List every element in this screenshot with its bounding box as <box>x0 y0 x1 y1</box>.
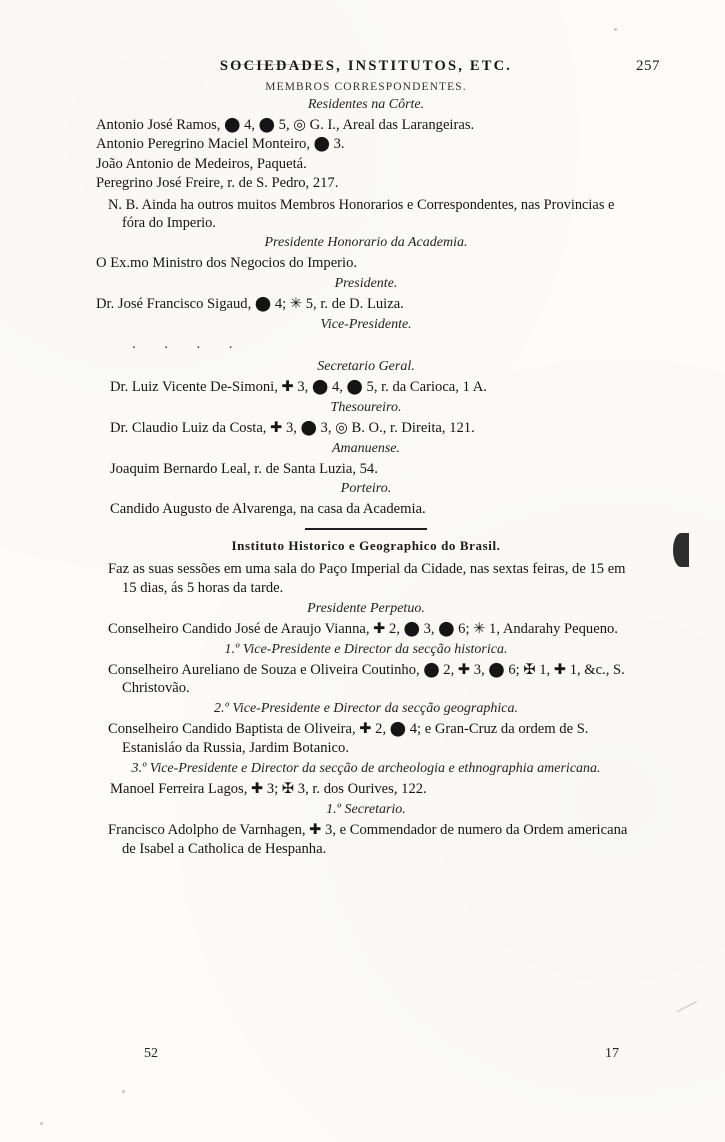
page-number: 257 <box>636 58 660 74</box>
page-header <box>96 58 660 75</box>
institute-title: Instituto Historico e Geographico do Brasil. <box>231 538 501 554</box>
page-footer <box>96 1046 629 1062</box>
clerk-entry: Joaquim Bernardo Leal, r. de Santa Luzia, 54. <box>110 460 378 477</box>
perpetual-president-heading: Presidente Perpetuo. <box>307 600 425 616</box>
section-divider <box>305 528 427 530</box>
second-vice-president-entry: Conselheiro Candido Baptista de Oliveira, ✚ 2, ⬤ 4; e Gran-Cruz da ordem de S. Estanisláo da Russia, Jardim Botanico. <box>108 721 589 757</box>
dot-leaders: . . . . <box>132 335 240 352</box>
signature-mark-left: 52 <box>144 1046 158 1061</box>
president-heading: Presidente. <box>334 276 398 292</box>
president-entry: Dr. José Francisco Sigaud, ⬤ 4; ✳ 5, r. de D. Luiza. <box>96 296 404 313</box>
first-vice-president-entry: Conselheiro Aureliano de Souza e Oliveira Coutinho, ⬤ 2, ✚ 3, ⬤ 6; ✠ 1, ✚ 1, &c., S. Christovão. <box>108 661 625 697</box>
honorary-president-entry: O Ex.mo Ministro dos Negocios do Imperio. <box>96 255 358 272</box>
note-nb: N. B. Ainda ha outros muitos Membros Honorarios e Correspondentes, nas Provincias e fóra do Imperio. <box>108 196 615 232</box>
treasurer-entry: Dr. Claudio Luiz da Costa, ✚ 3, ⬤ 3, ◎ B. O., r. Direita, 121. <box>110 419 475 436</box>
third-vice-president-entry: Manoel Ferreira Lagos, ✚ 3; ✠ 3, r. dos Ourives, 122. <box>110 780 427 797</box>
running-head: SOCIEDADES, INSTITUTOS, ETC. <box>219 58 513 74</box>
vice-president-heading: Vice-Presidente. <box>320 316 412 332</box>
third-vice-president-heading: 3.º Vice-Presidente e Director da secção de archeologia e ethnographia americana. <box>131 760 601 776</box>
porter-heading: Porteiro. <box>340 481 392 497</box>
residents-heading: Residentes na Côrte. <box>307 97 425 112</box>
treasurer-heading: Thesoureiro. <box>330 399 402 415</box>
paper-speck <box>122 1090 125 1093</box>
signature-mark-right: 17 <box>605 1046 619 1061</box>
page-content <box>96 58 660 859</box>
list-item: Antonio José Ramos, ⬤ 4, ⬤ 5, ◎ G. I., Areal das Larangeiras. <box>96 117 475 133</box>
list-item: Peregrino José Freire, r. de S. Pedro, 217. <box>96 174 339 191</box>
institute-sessions: Faz as suas sessões em uma sala do Paço Imperial da Cidade, nas sextas feiras, de 15 em 15 dias, ás 5 horas da tarde. <box>108 561 626 596</box>
second-vice-president-heading: 2.º Vice-Presidente e Director da secção geographica. <box>214 701 518 717</box>
page-edge-mark <box>673 533 689 567</box>
list-item: Antonio Peregrino Maciel Monteiro, ⬤ 3. <box>96 136 345 153</box>
secretary-heading: 1.º Secretario. <box>326 801 406 817</box>
members-subhead: MEMBROS CORRESPONDENTES. <box>265 81 467 93</box>
secretary-entry: Francisco Adolpho de Varnhagen, ✚ 3, e Commendador de numero da Ordem americana de Isabel a Catholica de Hespanha. <box>108 821 628 857</box>
perpetual-president-entry: Conselheiro Candido José de Araujo Vianna, ✚ 2, ⬤ 3, ⬤ 6; ✳ 1, Andarahy Pequeno. <box>108 620 618 637</box>
paper-speck <box>40 1122 43 1125</box>
secretary-general-heading: Secretario Geral. <box>317 358 415 374</box>
porter-entry: Candido Augusto de Alvarenga, na casa da Academia. <box>110 501 426 518</box>
secretary-general-entry: Dr. Luiz Vicente De-Simoni, ✚ 3, ⬤ 4, ⬤ 5, r. da Carioca, 1 A. <box>110 378 487 395</box>
list-item: João Antonio de Medeiros, Paquetá. <box>96 155 307 172</box>
clerk-heading: Amanuense. <box>331 440 401 456</box>
first-vice-president-heading: 1.º Vice-Presidente e Director da secção historica. <box>224 641 508 657</box>
honorary-president-heading: Presidente Honorario da Academia. <box>264 235 468 251</box>
paper-speck <box>614 28 617 31</box>
